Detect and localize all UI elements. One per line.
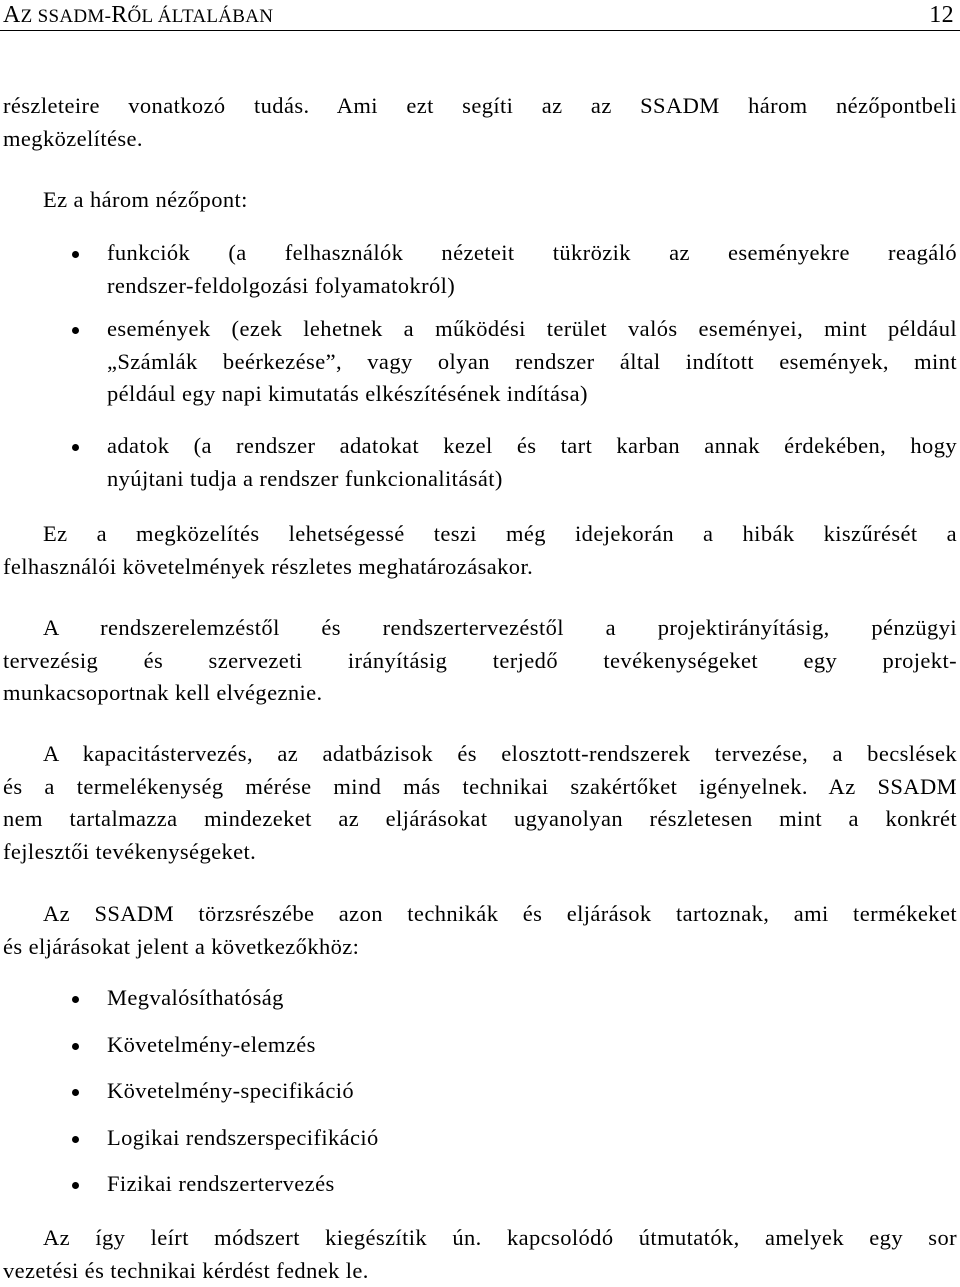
paragraph-2 xyxy=(3,184,957,217)
list-item-line: funkciók (a felhasználók nézeteit tükrözik az eseményekre reagáló xyxy=(107,237,957,270)
title-cap: A xyxy=(3,2,21,28)
paragraph-line: megközelítése. xyxy=(3,123,957,156)
list-item: Megvalósíthatóság xyxy=(107,982,957,1015)
running-header xyxy=(0,0,960,31)
paragraph-line: A rendszerelemzéstől és rendszertervezéstől a projektirányításig, pénzügyi xyxy=(3,612,957,645)
paragraph-4 xyxy=(3,612,957,710)
list-item-line: adatok (a rendszer adatokat kezel és tart karban annak érdekében, hogy xyxy=(107,430,957,463)
list-item: Logikai rendszerspecifikáció xyxy=(107,1122,957,1155)
list-item-line: például egy napi kimutatás elkészítésének indítása) xyxy=(107,378,957,411)
bullet-dot xyxy=(72,251,79,258)
paragraph-line: Ez a megközelítés lehetségessé teszi még idejekorán a hibák kiszűrését a xyxy=(3,518,957,551)
paragraph-1 xyxy=(3,90,957,155)
page-number: 12 xyxy=(929,0,954,30)
paragraph-line: Az SSADM törzsrészébe azon technikák és eljárások tartoznak, ami termékeket xyxy=(3,898,957,931)
bullet-dot xyxy=(72,444,79,451)
bullet-dot xyxy=(72,1182,79,1189)
title-rest: Z SSADM- xyxy=(21,6,112,27)
paragraph-line: nem tartalmazza mindezeket az eljárásokat ugyanolyan részletesen mint a konkrét xyxy=(3,803,957,836)
paragraph-line: munkacsoportnak kell elvégeznie. xyxy=(3,677,957,710)
bullet-dot xyxy=(72,1089,79,1096)
paragraph-3 xyxy=(3,518,957,583)
list-item: Fizikai rendszertervezés xyxy=(107,1168,957,1201)
paragraph-line: tervezésig és szervezeti irányításig terjedő tevékenységeket egy projekt- xyxy=(3,645,957,678)
paragraph-5 xyxy=(3,738,957,868)
list-item-line: események (ezek lehetnek a működési terület valós eseményei, mint például xyxy=(107,313,957,346)
paragraph-line: és a termelékenység mérése mind más technikai szakértőket igényelnek. Az SSADM xyxy=(3,771,957,804)
paragraph-6 xyxy=(3,898,957,963)
paragraph-line: fejlesztői tevékenységeket. xyxy=(3,836,957,869)
title-rest-2: ŐL ÁLTALÁBAN xyxy=(128,6,274,27)
title-cap-2: R xyxy=(111,2,127,28)
paragraph-line: vezetési és technikai kérdést fednek le. xyxy=(3,1255,957,1287)
bullet-dot xyxy=(72,996,79,1003)
list-item xyxy=(107,313,957,411)
list-item xyxy=(107,430,957,495)
list-item: Követelmény-elemzés xyxy=(107,1029,957,1062)
paragraph-line: felhasználói követelmények részletes meghatározásakor. xyxy=(3,551,957,584)
bullet-dot xyxy=(72,1136,79,1143)
paragraph-7 xyxy=(3,1222,957,1287)
paragraph-line: és eljárásokat jelent a következőkhöz: xyxy=(3,931,957,964)
chapter-title xyxy=(3,0,273,32)
paragraph-line: részleteire vonatkozó tudás. Ami ezt segíti az az SSADM három nézőpontbeli xyxy=(3,90,957,123)
list-item xyxy=(107,237,957,302)
paragraph-line: Ez a három nézőpont: xyxy=(3,184,957,217)
bullet-dot xyxy=(72,1043,79,1050)
list-item-line: nyújtani tudja a rendszer funkcionalitását) xyxy=(107,463,957,496)
list-item: Követelmény-specifikáció xyxy=(107,1075,957,1108)
bullet-dot xyxy=(72,327,79,334)
paragraph-line: A kapacitástervezés, az adatbázisok és elosztott-rendszerek tervezése, a becslések xyxy=(3,738,957,771)
paragraph-line: Az így leírt módszert kiegészítik ún. kapcsolódó útmutatók, amelyek egy sor xyxy=(3,1222,957,1255)
list-item-line: rendszer-feldolgozási folyamatokról) xyxy=(107,270,957,303)
list-item-line: „Számlák beérkezése”, vagy olyan rendszer által indított események, mint xyxy=(107,346,957,379)
